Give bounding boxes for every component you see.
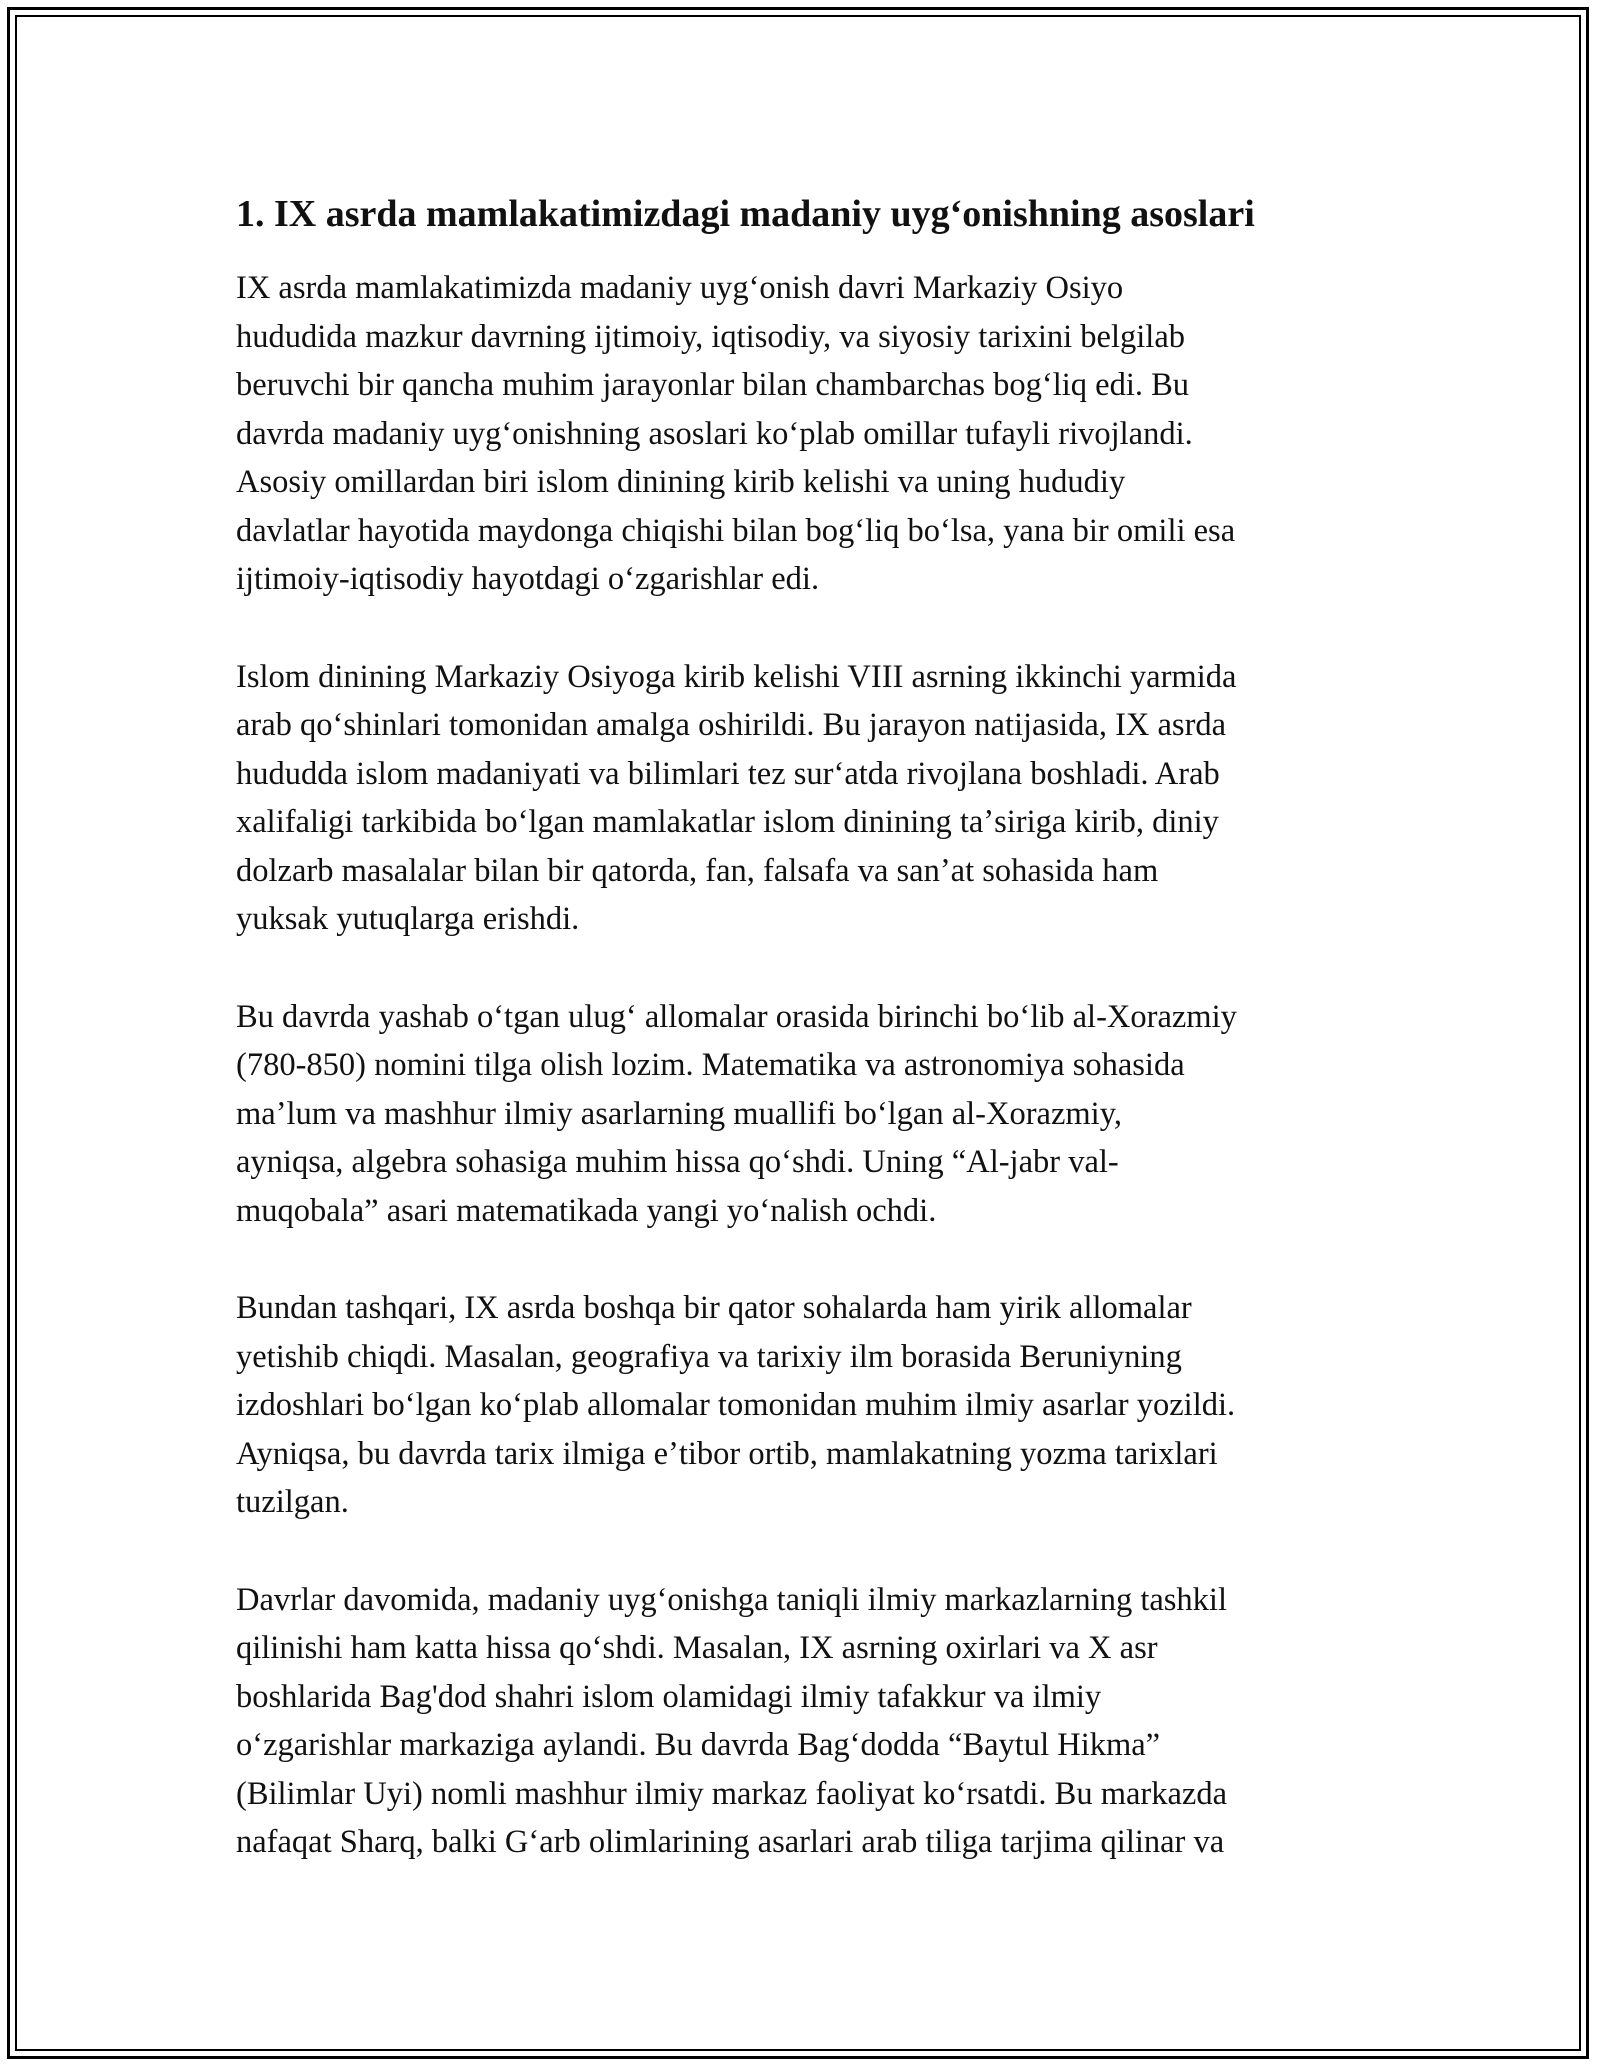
text-line: beruvchi bir qancha muhim jarayonlar bilan chambarchas bogʻliq edi. Bu	[236, 367, 1190, 403]
text-line: ayniqsa, algebra sohasiga muhim hissa qoʻshdi. Uning “Al-jabr val-	[236, 1144, 1119, 1180]
text-line: yuksak yutuqlarga erishdi.	[236, 901, 580, 937]
paragraph-4	[236, 1284, 1376, 1527]
text-line: yetishib chiqdi. Masalan, geografiya va tarixiy ilm borasida Beruniyning	[236, 1338, 1182, 1375]
text-line: Davrlar davomida, madaniy uygʻonishga taniqli ilmiy markazlarning tashkil	[236, 1581, 1227, 1618]
text-line: maʼlum va mashhur ilmiy asarlarning muallifi boʻlgan al-Xorazmiy,	[236, 1095, 1122, 1132]
text-line: IX asrda mamlakatimizda madaniy uygʻonish davri Markaziy Osiyo	[236, 270, 1124, 306]
text-line: nafaqat Sharq, balki Gʻarb olimlarining asarlari arab tiliga tarjima qilinar va	[236, 1824, 1225, 1860]
text-line: muqobala” asari matematikada yangi yoʻnalish ochdi.	[236, 1192, 937, 1229]
text-line: Islom dinining Markaziy Osiyoga kirib kelishi VIII asrning ikkinchi yarmida	[236, 658, 1237, 695]
text-line: hududida mazkur davrning ijtimoiy, iqtisodiy, va siyosiy tarixini belgilab	[236, 318, 1185, 355]
text-line: dolzarb masalalar bilan bir qatorda, fan, falsafa va sanʼat sohasida ham	[236, 852, 1159, 889]
text-line: boshlarida Bag'dod shahri islom olamidagi ilmiy tafakkur va ilmiy	[236, 1678, 1102, 1715]
text-line: (Bilimlar Uyi) nomli mashhur ilmiy markaz faoliyat koʻrsatdi. Bu markazda	[236, 1775, 1227, 1812]
paragraph-3	[236, 993, 1376, 1236]
paragraph-2	[236, 653, 1376, 944]
text-line: arab qoʻshinlari tomonidan amalga oshirildi. Bu jarayon natijasida, IX asrda	[236, 707, 1227, 743]
text-line: Ayniqsa, bu davrda tarix ilmiga eʼtibor ortib, mamlakatning yozma tarixlari	[236, 1435, 1218, 1472]
document-body	[236, 186, 1376, 1916]
text-line: tuzilgan.	[236, 1484, 349, 1520]
text-line: davlatlar hayotida maydonga chiqishi bilan bogʻliq boʻlsa, yana bir omili esa	[236, 512, 1236, 549]
text-line: Bu davrda yashab oʻtgan ulugʻ allomalar orasida birinchi boʻlib al-Xorazmiy	[236, 998, 1237, 1035]
text-line: davrda madaniy uygʻonishning asoslari koʻplab omillar tufayli rivojlandi.	[236, 415, 1193, 452]
text-line: ijtimoiy-iqtisodiy hayotdagi oʻzgarishlar edi.	[236, 561, 820, 597]
text-line: qilinishi ham katta hissa qoʻshdi. Masalan, IX asrning oxirlari va X asr	[236, 1630, 1158, 1666]
paragraph-1	[236, 264, 1376, 604]
text-line: xalifaligi tarkibida boʻlgan mamlakatlar islom dinining taʼsiriga kirib, diniy	[236, 804, 1219, 840]
paragraph-5	[236, 1576, 1376, 1867]
text-line: oʻzgarishlar markaziga aylandi. Bu davrda Bagʻdodda “Baytul Hikma”	[236, 1727, 1161, 1763]
text-line: Asosiy omillardan biri islom dinining kirib kelishi va uning hududiy	[236, 464, 1126, 500]
section-heading: 1. IX asrda mamlakatimizdagi madaniy uygʻonishning asoslari	[236, 193, 1255, 235]
text-line: (780-850) nomini tilga olish lozim. Matematika va astronomiya sohasida	[236, 1047, 1185, 1083]
text-line: izdoshlari boʻlgan koʻplab allomalar tomonidan muhim ilmiy asarlar yozildi.	[236, 1387, 1236, 1423]
text-line: hududda islom madaniyati va bilimlari tez surʻatda rivojlana boshladi. Arab	[236, 755, 1220, 792]
text-line: Bundan tashqari, IX asrda boshqa bir qator sohalarda ham yirik allomalar	[236, 1290, 1192, 1326]
